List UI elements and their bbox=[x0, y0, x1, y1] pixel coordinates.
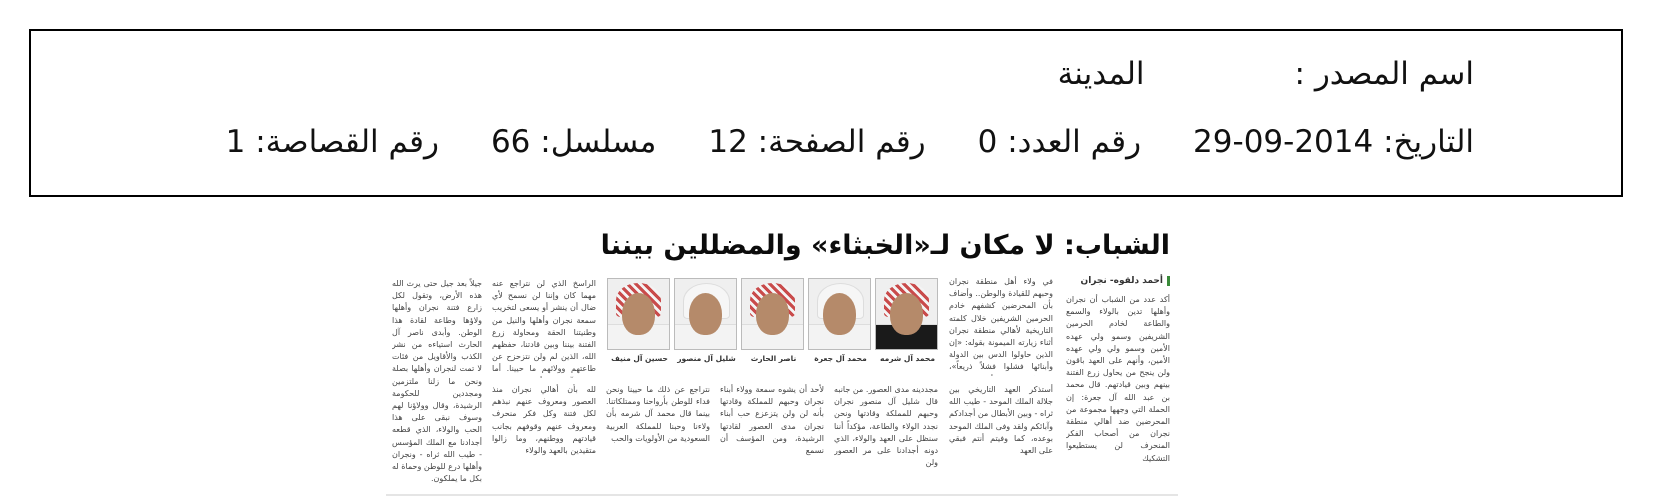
portrait-photo bbox=[607, 278, 670, 350]
article-column: نتراجع عن ذلك ما حيينا ونحن فداء للوطن بأرواحنا وممتلكاتنا. بينما قال محمد آل شرمه بأن ولاءنا وحبنا للمملكة العربية السعودية من الأولويات والحب bbox=[606, 385, 710, 443]
details-row bbox=[225, 124, 1474, 160]
photo-caption: محمد آل جعرة bbox=[814, 354, 867, 363]
clip-number-field: رقم القصاصة: 1 bbox=[225, 124, 439, 160]
article-headline: الشباب: لا مكان لـ«الخبثاء» والمضللين بيننا bbox=[600, 230, 1170, 261]
clipping-metadata-box bbox=[29, 29, 1623, 197]
portrait-strip bbox=[613, 278, 938, 374]
portrait-photo bbox=[875, 278, 938, 350]
article-column: لله بأن أهالي نجران منذ العصور ومعروف عنهم نبذهم لكل فتنة وكل فكر منحرف ومعروف عنهم وقوفهم بجانب قيادتهم ووطنهم، وما زالوا متقيدين بالعهد والولاء bbox=[492, 385, 596, 456]
source-value: المدينة bbox=[1057, 56, 1145, 92]
article-column: لأحد أن يشوه سمعة وولاء أبناء نجران وحبهم للمملكة وقادتها بأنه لن ولن يتزعزع حب أبناء نجران مدى العصور لقادتها الرشيدة، ومن المؤسف أن نسمع bbox=[720, 385, 824, 456]
date-field: التاريخ: 2014-09-29 bbox=[1193, 124, 1474, 160]
article-byline: أحمد دلقوه- نجران bbox=[1081, 276, 1170, 286]
photo-caption: حسين آل منيف bbox=[611, 354, 668, 363]
issue-number-field: رقم العدد: 0 bbox=[977, 124, 1142, 160]
source-label: اسم المصدر : bbox=[1294, 56, 1474, 92]
article-column: أستذكر العهد التاريخي بين جلالة الملك الموحد - طيب الله ثراه - وبين الأبطال من أجدادكم وآبائكم ولقد وفى الملك الموحد بوعده، كما وفيتم أنتم فبقي على العهد bbox=[949, 385, 1053, 456]
article-column: في ولاء أهل منطقة نجران وحبهم للقيادة والوطن.. وأضاف بأن المحرضين كشفهم خادم الحرمين الشريفين خلال كلمته التاريخية لأهالي منطقة نجران أثناء زيارته الميمونة بقوله: «إن الذين حاولوا الدس بين الدولة وأبنائها فشلوا فشلاً ذريعاً»، bbox=[949, 277, 1053, 372]
portrait-photo bbox=[674, 278, 737, 350]
page-number-field: رقم الصفحة: 12 bbox=[708, 124, 926, 160]
serial-field: مسلسل: 66 bbox=[490, 124, 657, 160]
photo-caption: محمد آل شرمه bbox=[880, 354, 935, 363]
portrait-photo bbox=[741, 278, 804, 350]
article-column: مجددينه مدى العصور. من جانبه قال شليل آل منصور نجران وحبهم للمملكة وقادتها ونحن نجدد الولاء والطاعة، مؤكداً أننا سنظل على العهد والولاء، الذي دونه أجدادنا على مر العصور ولن bbox=[834, 385, 938, 468]
newspaper-clipping bbox=[386, 224, 1178, 502]
portrait-photo bbox=[808, 278, 871, 350]
clipping-bottom-edge bbox=[386, 494, 1178, 496]
photo-caption: ناصر الحارث bbox=[750, 354, 797, 363]
photo-caption: شليل آل منصور bbox=[677, 354, 736, 363]
article-column: الراسخ الذي لن نتراجع عنه مهما كان وإننا لن نسمح لأي ضال أن ينشر أو يسعى لتخريب سمعة نجران وأهلها والنيل من وطنيتنا الحقة ومحاولة زرع الفتنة بيننا وبين قادتنا، حفظهم الله، الذين لم ولن نتزحزح عن طاعتهم وولائهم ما حيينا. أما bbox=[492, 279, 596, 374]
article-column: جيلاً بعد جيل حتى يرث الله هذه الأرض، وتقول لكل زارع فتنة نجران وأهلها ولاؤها وطاعة لقادة هذا الوطن. وأبدى ناصر آل الحارث استياءه من نشر الكذب والأقاويل من فئات لا تمت لنجران وأهلها بصلة ونحن ما زلنا ملتزمين ومجددين للحكومة الرشيدة، وقال وولاؤنا لهم وسوف نبقى على هذا الحب والولاء، الذي قطعه أجدادنا مع الملك المؤسس - طيب الله ثراه - ونجران وأهلها درع للوطن وحماة له بكل ما يملكون. bbox=[392, 279, 482, 484]
article-column: أكد عدد من الشباب أن نجران وأهلها تدين بالولاء والسمع والطاعة لخادم الحرمين الشريفين وسمو ولي عهده الأمين وسمو ولي ولي عهده الأمين، وأنهم على العهد باقون ولن ينجح من يحاول زرع الفتنة بينهم وبين قيادتهم. قال محمد بن عبد الله آل جعرة: إن الحملة التي وجهها مجموعة من المحرضين ضد أهالي منطقة نجران من أصحاب الفكر المنحرف لن يستطيعوا التشكيك bbox=[1066, 295, 1170, 463]
source-row bbox=[1057, 56, 1474, 92]
